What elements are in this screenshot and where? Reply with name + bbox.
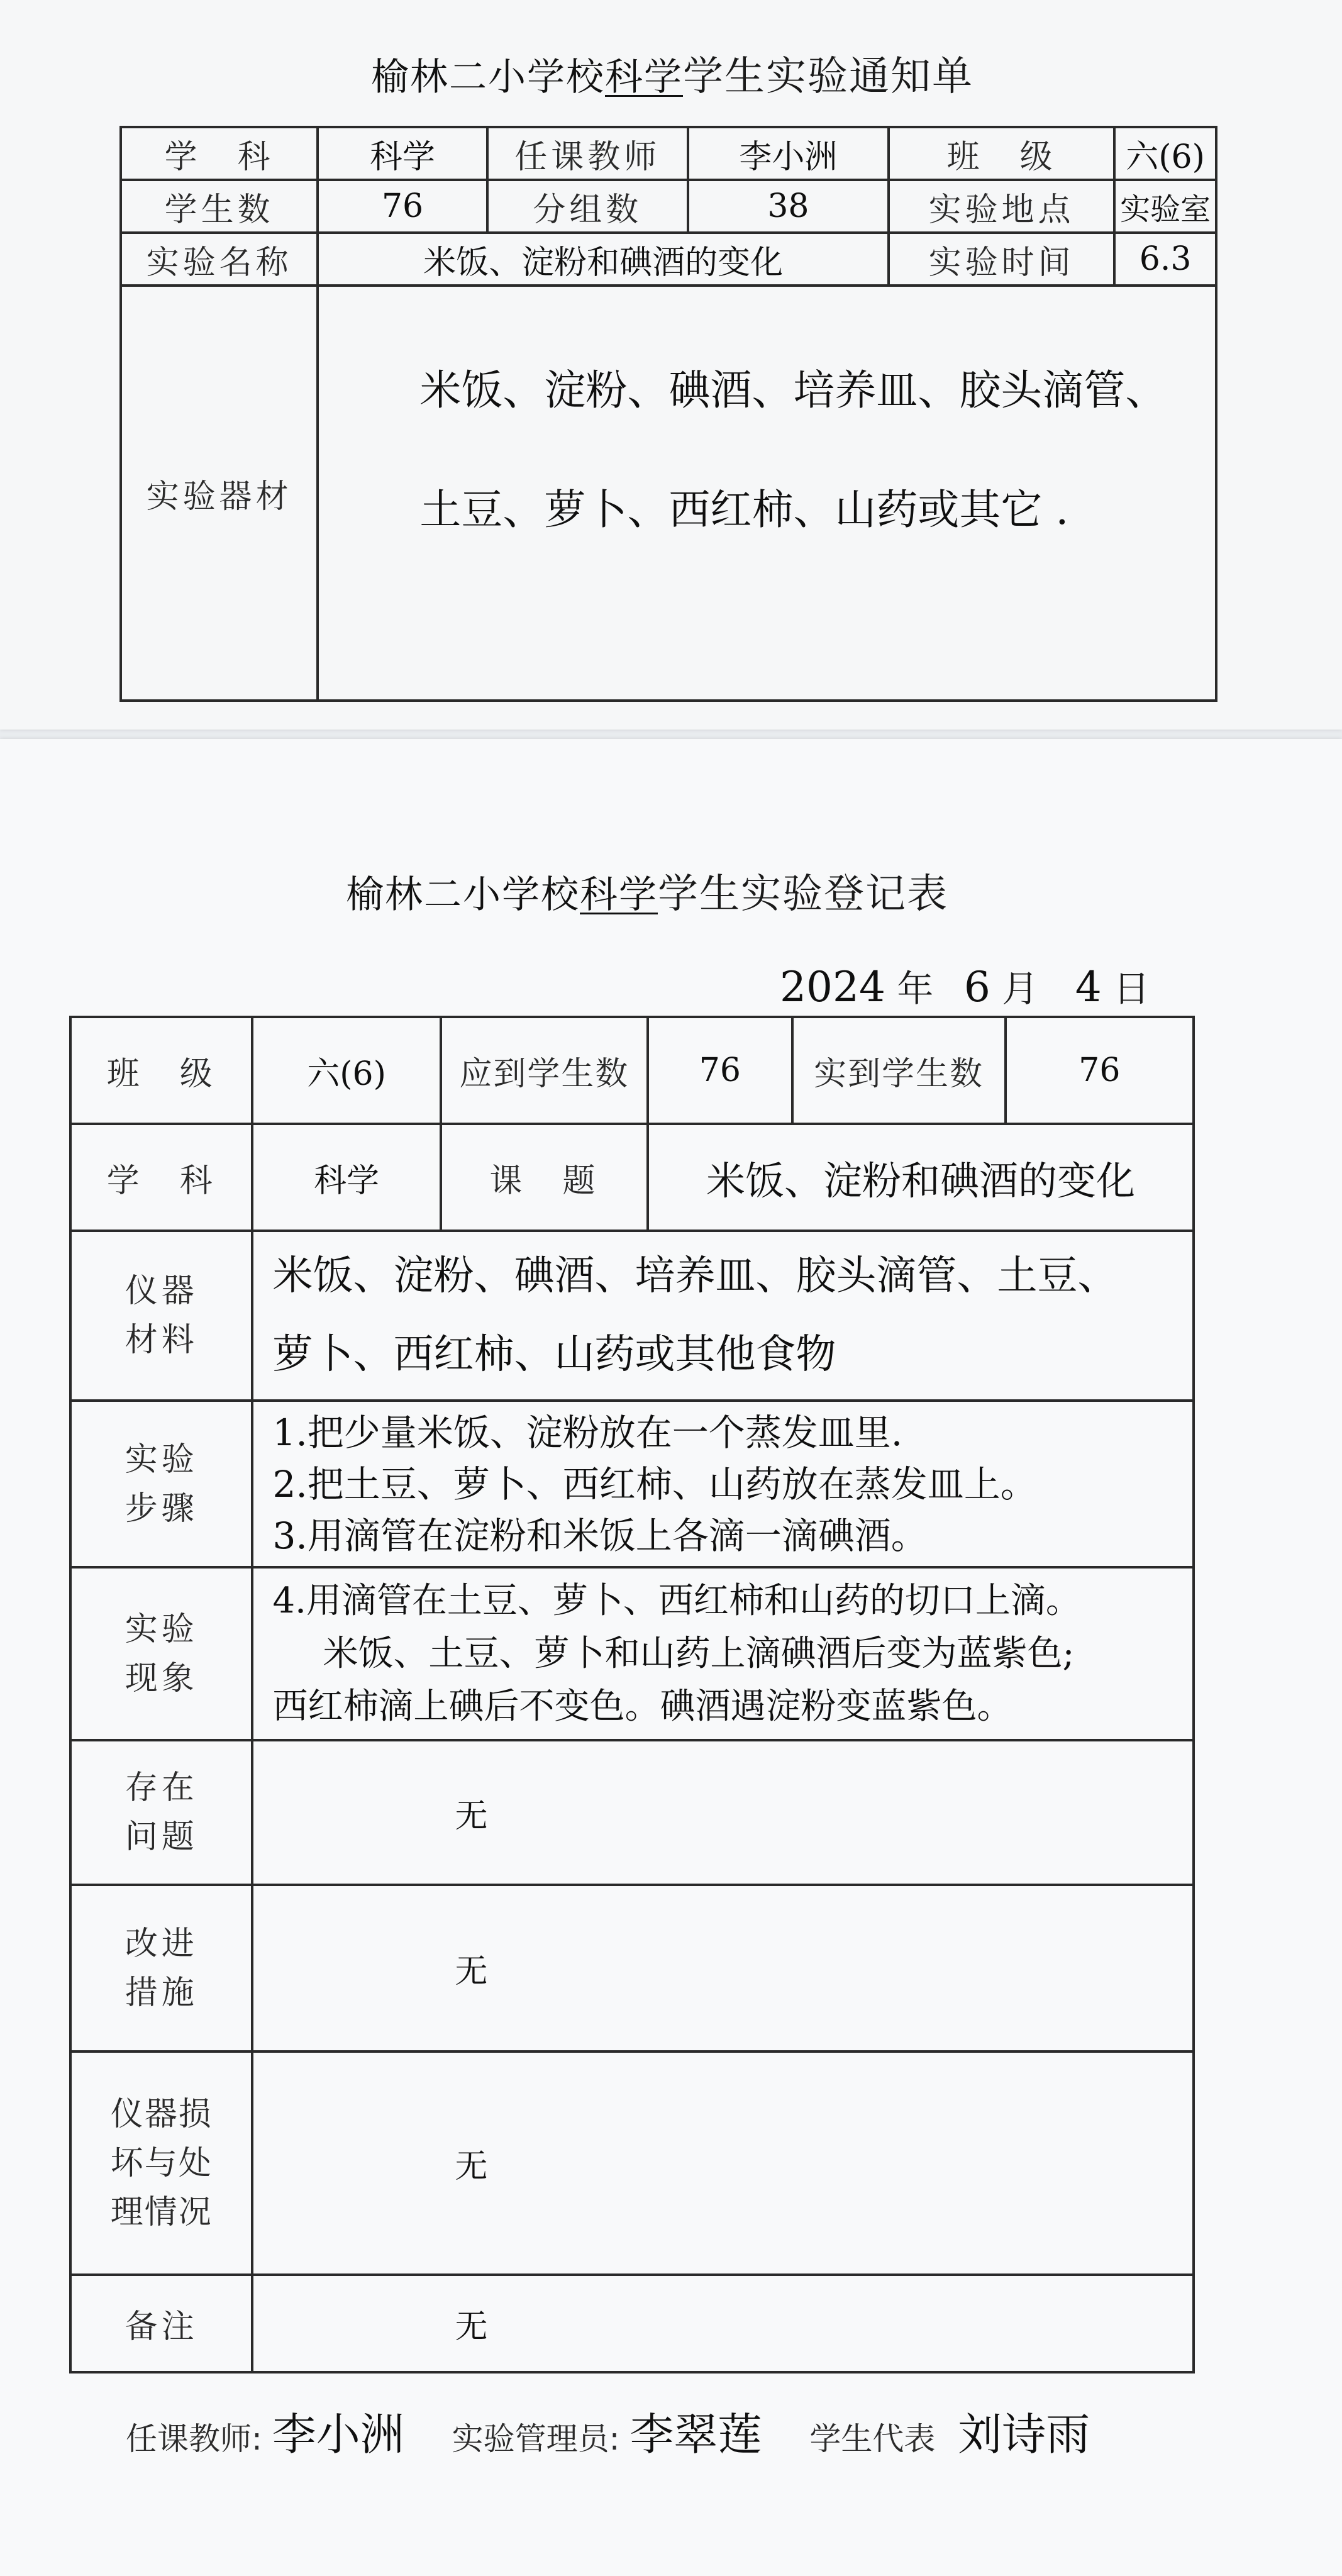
notice-row-1 bbox=[121, 127, 1216, 180]
notice-row-4 bbox=[121, 286, 1216, 701]
register-row-problems bbox=[70, 1740, 1194, 1885]
notice-sheet bbox=[0, 0, 1342, 730]
register-class-value: 六(6) bbox=[252, 1017, 440, 1124]
date-day-unit: 日 bbox=[1113, 967, 1150, 1010]
register-improve-label-2: 措施 bbox=[125, 1974, 198, 2012]
register-title bbox=[346, 862, 948, 919]
notice-groups-label: 分组数 bbox=[487, 180, 688, 233]
register-improve-label-1: 改进 bbox=[125, 1924, 198, 1963]
register-steps-label-1: 实验 bbox=[125, 1440, 198, 1479]
notice-place-value: 实验室 bbox=[1114, 180, 1216, 233]
register-row-steps bbox=[70, 1401, 1194, 1567]
footer-student-label: 学生代表 bbox=[809, 2421, 936, 2457]
register-problems-value: 无 bbox=[252, 1740, 1194, 1885]
register-subject-value: 科学 bbox=[252, 1124, 440, 1231]
register-row-phenomena bbox=[70, 1567, 1194, 1740]
register-row-subject bbox=[70, 1124, 1194, 1231]
notice-materials-line-2: 土豆、萝卜、西红柿、山药或其它 . bbox=[419, 486, 1069, 534]
register-damage-label-1: 仪器损 bbox=[110, 2095, 213, 2133]
notice-materials-line-1: 米饭、淀粉、碘酒、培养皿、胶头滴管、 bbox=[419, 366, 1167, 414]
register-steps-line-3: 3.用滴管在淀粉和米饭上各滴一滴碘酒。 bbox=[272, 1514, 928, 1557]
register-remarks-value: 无 bbox=[252, 2275, 1194, 2372]
register-table bbox=[69, 1016, 1195, 2373]
register-row-class bbox=[70, 1017, 1194, 1124]
register-damage-label-3: 理情况 bbox=[110, 2193, 213, 2231]
register-phenomena-value bbox=[252, 1567, 1194, 1740]
register-steps-label-2: 步骤 bbox=[125, 1489, 198, 1528]
register-damage-value: 无 bbox=[252, 2051, 1194, 2275]
register-improve-value: 无 bbox=[252, 1885, 1194, 2051]
notice-time-value: 6.3 bbox=[1114, 233, 1216, 286]
register-steps-line-2: 2.把土豆、萝卜、西红柿、山药放在蒸发皿上。 bbox=[272, 1462, 1037, 1506]
register-date bbox=[780, 959, 1150, 1012]
notice-teacher-value: 李小洲 bbox=[688, 127, 889, 180]
date-month-unit: 月 bbox=[1002, 967, 1039, 1010]
register-topic-label: 课 题 bbox=[441, 1124, 648, 1231]
register-subject-label: 学 科 bbox=[70, 1124, 252, 1231]
register-materials-value bbox=[252, 1231, 1194, 1401]
notice-teacher-label: 任课教师 bbox=[487, 127, 688, 180]
register-expected-label: 应到学生数 bbox=[441, 1017, 648, 1124]
footer-teacher-label: 任课教师: bbox=[126, 2421, 262, 2457]
register-actual-value: 76 bbox=[1006, 1017, 1194, 1124]
register-damage-label bbox=[70, 2051, 252, 2275]
register-problems-label-1: 存在 bbox=[125, 1769, 198, 1807]
notice-title-school: 榆林二小学校 bbox=[371, 55, 605, 99]
register-actual-label: 实到学生数 bbox=[792, 1017, 1006, 1124]
notice-subject-label: 学 科 bbox=[121, 127, 318, 180]
register-phenomena-label-1: 实验 bbox=[125, 1610, 198, 1648]
notice-name-label: 实验名称 bbox=[121, 233, 318, 286]
register-title-rest: 学生实验登记表 bbox=[658, 871, 948, 918]
notice-title-subject: 科学 bbox=[605, 55, 683, 99]
register-remarks-label: 备注 bbox=[70, 2275, 252, 2372]
register-sheet bbox=[0, 739, 1342, 2576]
register-topic-value: 米饭、淀粉和碘酒的变化 bbox=[648, 1124, 1194, 1231]
register-materials-label bbox=[70, 1231, 252, 1401]
notice-class-value: 六(6) bbox=[1114, 127, 1216, 180]
register-phenomena-line-1: 4.用滴管在土豆、萝卜、西红柿和山药的切口上滴。 bbox=[272, 1580, 1081, 1621]
notice-subject-value: 科学 bbox=[318, 127, 487, 180]
register-phenomena-label-2: 现象 bbox=[125, 1659, 198, 1697]
register-footer bbox=[126, 2399, 1128, 2463]
register-improve-label bbox=[70, 1885, 252, 2051]
date-year-unit: 年 bbox=[897, 967, 934, 1010]
register-materials-label-1: 仪器 bbox=[125, 1272, 198, 1310]
register-expected-value: 76 bbox=[648, 1017, 792, 1124]
register-phenomena-line-3: 西红柿滴上碘后不变色。碘酒遇淀粉变蓝紫色。 bbox=[272, 1685, 1012, 1727]
notice-materials-value bbox=[318, 286, 1216, 701]
footer-teacher-signature: 李小洲 bbox=[272, 2409, 404, 2460]
register-row-remarks bbox=[70, 2275, 1194, 2372]
notice-place-label: 实验地点 bbox=[889, 180, 1114, 233]
register-materials-line-1: 米饭、淀粉、碘酒、培养皿、胶头滴管、土豆、 bbox=[272, 1253, 1118, 1299]
register-problems-label-2: 问题 bbox=[125, 1818, 198, 1856]
notice-row-2 bbox=[121, 180, 1216, 233]
notice-students-value: 76 bbox=[318, 180, 487, 233]
register-class-label: 班 级 bbox=[70, 1017, 252, 1124]
register-row-improve bbox=[70, 1885, 1194, 2051]
notice-table bbox=[119, 126, 1217, 702]
date-year: 2024 bbox=[780, 963, 885, 1011]
register-title-subject: 科学 bbox=[580, 873, 658, 917]
register-row-damage bbox=[70, 2051, 1194, 2275]
register-steps-line-1: 1.把少量米饭、淀粉放在一个蒸发皿里. bbox=[272, 1411, 903, 1454]
register-materials-line-2: 萝卜、西红柿、山药或其他食物 bbox=[272, 1331, 836, 1378]
register-materials-label-2: 材料 bbox=[125, 1321, 198, 1359]
date-month: 6 bbox=[963, 963, 990, 1011]
register-phenomena-label bbox=[70, 1567, 252, 1740]
register-steps-value bbox=[252, 1401, 1194, 1567]
footer-admin-signature: 李翠莲 bbox=[629, 2409, 762, 2460]
notice-time-label: 实验时间 bbox=[889, 233, 1114, 286]
notice-groups-value: 38 bbox=[688, 180, 889, 233]
register-damage-label-2: 坏与处 bbox=[110, 2144, 213, 2182]
footer-admin-label: 实验管理员: bbox=[452, 2421, 620, 2457]
notice-row-3 bbox=[121, 233, 1216, 286]
notice-title-rest: 学生实验通知单 bbox=[683, 53, 973, 100]
register-phenomena-line-2: 米饭、土豆、萝卜和山药上滴碘酒后变为蓝紫色; bbox=[323, 1633, 1075, 1674]
notice-class-label: 班 级 bbox=[889, 127, 1114, 180]
date-day: 4 bbox=[1075, 963, 1102, 1011]
notice-students-label: 学生数 bbox=[121, 180, 318, 233]
notice-name-value: 米饭、淀粉和碘酒的变化 bbox=[318, 233, 889, 286]
register-problems-label bbox=[70, 1740, 252, 1885]
register-title-school: 榆林二小学校 bbox=[346, 873, 580, 917]
register-row-materials bbox=[70, 1231, 1194, 1401]
notice-materials-label: 实验器材 bbox=[121, 286, 318, 701]
notice-title bbox=[371, 44, 973, 102]
register-steps-label bbox=[70, 1401, 252, 1567]
footer-student-signature: 刘诗雨 bbox=[958, 2409, 1090, 2460]
